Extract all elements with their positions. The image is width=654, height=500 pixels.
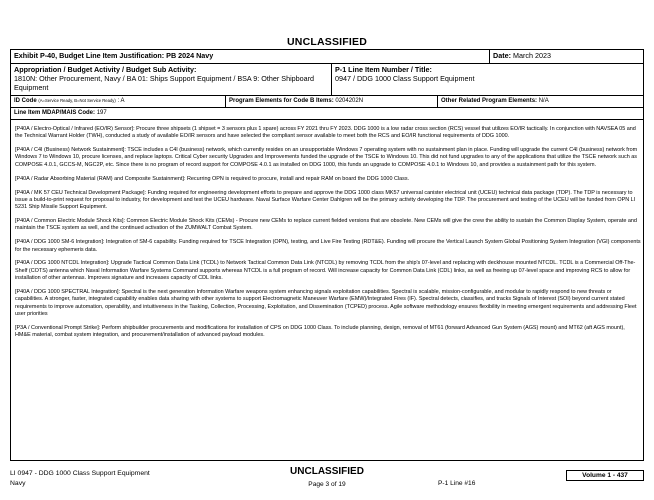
appropriation-cell [11,64,331,95]
exhibit-row [11,50,643,64]
id-code-row [11,96,643,108]
justification-text [15,126,641,346]
paragraph-ntcdl: [P40A / DDG 1000 NTCDL Integration]: Upgrade Tactical Common Data Link (TCDL) to Network Tactical Common Data Link (NTCDL) by removing TCDL from the ship's 07-level and replacing with deckhouse mounted NTCDL. TCDL is a Commercial Off-The-Shelf (COTS) antenna which Naval Information Warfare Systems Command supports whereas NTCDL is a full program of record. Will increase capacity for Common Data Link (CDL) links, as well as freeing up 07-level space and improving RCS to allow for installation of other antennas. Improves signature and increases capacity of CDL links. [15,260,636,282]
exhibit-title: Exhibit P-40, Budget Line Item Justification: PB 2024 Navy [14,51,214,60]
appropriation-row [11,64,643,96]
program-elements-cell [225,96,437,107]
paragraph-spectral: [P40A / DDG 1000 SPECTRAL Integration]: Spectral is the next generation Information Warfare weapons system enhancing signals exploitation capabilities. Spectral is scalable, mission-configurable, and modular to rapidly respond to new threats or capabilities. A stronger, faster, integrated capability enables data sharing with other systems to support Electromagnetic Maneuver Warfare (EMW)/Integrated Fires (IF). Spectral detects, classifies, and tracks Signals of Interest (SOI) beyond current stated requirements to improve automation, operability, and intuitiveness in the Tasking, Collection, Processing, Exploitation, and Dissemination (TCPED) process. Agile software methodology ensures flexibility in meeting emergent requirements and addressing Fleet user priorities [15,288,637,317]
mdap-label: Line Item MDAP/MAIS Code: [14,110,96,116]
paragraph-eo-ir: [P40A / Electro-Optical / Infrared (EO/IR) Sensor]: Procure three shipsets (1 shipset = 3 sensors plus 1 spare) across FY 2021 thru FY 2023. DDG 1000 is a low radar cross section (RCS) vessel that utilizes EO/IR tactically. In conjunction with NAVSEA 05 and the Technical Warrant Holder (TWH), conducted a study of available EO/IR sensors and have selected the compliant sensor available to meet both the RCS and EO/IR functional requirements of DDG 1000. [15,126,636,140]
id-code-value: : A [117,98,125,104]
classification-header: UNCLASSIFIED [287,36,367,48]
footer-center [0,466,654,489]
date-label: Date: [493,51,511,60]
other-pe-label: Other Related Program Elements: [441,98,538,104]
program-elements-label: Program Elements for Code B Items: [229,98,334,104]
program-elements-value: 0204202N [335,98,364,104]
footer-service: Navy [10,480,26,487]
mdap-cell [11,108,645,119]
paragraph-cps: [P3A / Conventional Prompt Strike]: Perform shipbuilder procurements and modifications for installation of CPS on DDG 1000 Class. To include planning, design, removal of MT61 (forward Advanced Gun System (AGS) mount) and MT62 (aft AGS mount), HM&E material, combat system integration, and procurement/installation of advanced payload modules. [15,324,625,338]
footer-line-item: LI 0947 - DDG 1000 Class Support Equipment [10,470,150,477]
paragraph-c4i-network: [P40A / C4I (Business) Network Sustainment]: TSCE includes a C4I (business) network, which currently resides on an unsupportable Windows 7 operating system with no sustainment plan in place. Funding will upgrade the current C4I (business) network from Windows 7 to Windows 10, procure licenses, and replace laptops. Critical Cyber security Upgrades and Improvements funded the upgrade of the TSCE to Windows 10. This did not fund upgrades to any of the applications that utilize the TSCE network such as COMPOSE 4.0.1, GCCS-M, NGC2P, etc. Since there is no program of record support for COMPOSE 4.0.1 as installed on DDG 1000, this funds an upgrade to COMPOSE 4.0.1 to Windows 10, and provides a sustainment path for this system. [15,147,638,168]
paragraph-cem: [P40A / Common Electric Module Shock Kits]: Common Electric Module Shock Kits (CEMs) - Procure new CEMs to replace current fielded versions that are obsolete. New CEMs will give the crew the ability to sustain the Common Display System, operate and maintain the TSCE system as well, and the continued activation of the ZUMWALT Combat System. [15,218,637,232]
mdap-row [11,108,643,120]
volume-box: Volume 1 - 437 [566,470,644,481]
mdap-value: 197 [96,110,107,116]
page-footer [0,466,654,500]
other-pe-cell [437,96,645,107]
id-code-cell [11,96,225,107]
appropriation-value: 1810N: Other Procurement, Navy / BA 01: Ships Support Equipment / BSA 9: Other Shipboard Equipment [14,74,315,92]
budget-justification-table [10,49,644,461]
id-code-label: ID Code [14,98,37,104]
date-value: March 2023 [512,51,551,60]
date-cell [489,50,645,63]
footer-p1-line: P-1 Line #16 [438,480,476,487]
paragraph-sm6: [P40A / DDG 1000 SM-6 Integration]: Integration of SM-6 capability. Funding required for TSCE Integration (OPN), testing, and Live Fire Testing (RDT&E). Funding will procure the Vertical Launch System Global Positioning System Integration (VGI) components for the necessary ephemeris data. [15,239,641,253]
appropriation-label: Appropriation / Budget Activity / Budget Sub Activity: [14,65,197,74]
paragraph-ram: [P40A / Radar Absorbing Material (RAM) and Composite Sustainment]: Recurring OPN is required to procure, install and repair RAM on board the DDG 1000 Class. [15,175,410,182]
footer-page-number: Page 3 of 19 [308,481,346,488]
p1-value: 0947 / DDG 1000 Class Support Equipment [335,74,475,83]
paragraph-mk57: [P40A / MK 57 CEU Technical Development Package]: Funding required for engineering development efforts to prepare and approve the DDG 1000 class MK57 universal canister electrical unit (UCEU) technical data package (TDP). The TDP is necessary to issue a build-to-print request for proposal to industry, for development and test the UCEU hardware. Naval Surface Warfare Center Dahlgren will be the primary activity developing the TDP. The procurement and testing of the UCEU will be funded from OPN LI 5231 Ship Missile Support Equipment. [15,189,636,211]
footer-classification: UNCLASSIFIED [290,466,364,477]
id-code-note: (A=Service Ready, B=Not Service Ready) [38,98,116,103]
p1-cell [331,64,645,95]
other-pe-value: N/A [538,98,549,104]
p1-label: P-1 Line Item Number / Title: [335,65,432,74]
